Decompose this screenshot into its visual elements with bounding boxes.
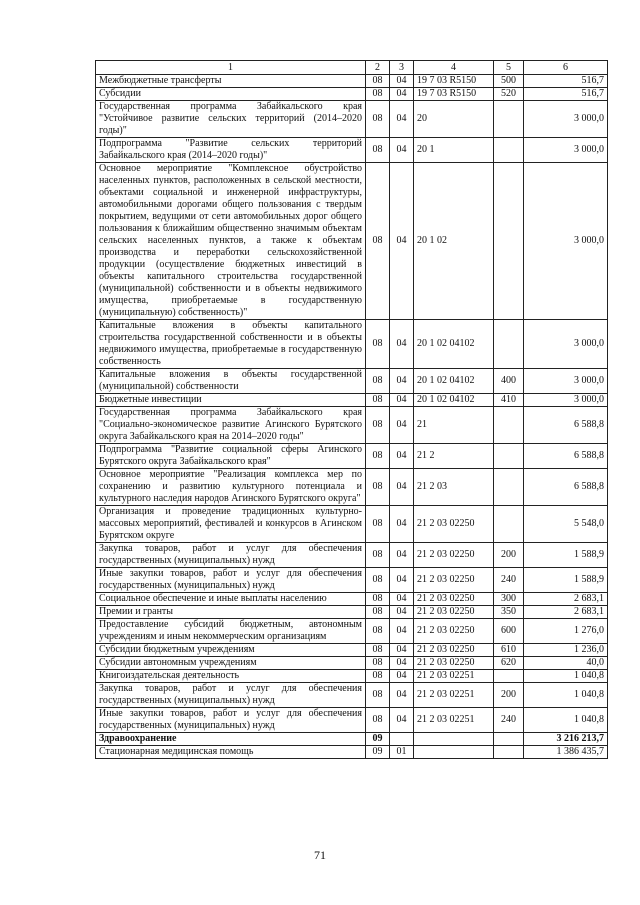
table-row — [96, 657, 608, 670]
target-article-cell: 21 2 03 02250 — [414, 644, 494, 657]
row-name-cell: Социальное обеспечение и иные выплаты населению — [96, 593, 366, 606]
expense-type-cell — [494, 469, 524, 506]
row-name-cell: Капитальные вложения в объекты государственной (муниципальной) собственности — [96, 369, 366, 394]
row-name-cell: Книгоиздательская деятельность — [96, 670, 366, 683]
target-article-cell: 21 2 03 02250 — [414, 543, 494, 568]
row-name-cell: Субсидии автономным учреждениям — [96, 657, 366, 670]
section-code-cell: 08 — [366, 138, 390, 163]
amount-cell: 6 588,8 — [524, 444, 608, 469]
target-article-cell: 19 7 03 R5150 — [414, 75, 494, 88]
row-name-cell: Предоставление субсидий бюджетным, автономным учреждениям и иным некоммерческим организациям — [96, 619, 366, 644]
target-article-cell: 20 1 02 04102 — [414, 320, 494, 369]
amount-cell: 3 000,0 — [524, 369, 608, 394]
section-code-cell: 08 — [366, 606, 390, 619]
table-row — [96, 568, 608, 593]
table-row — [96, 746, 608, 759]
section-code-cell: 08 — [366, 369, 390, 394]
section-code-cell: 08 — [366, 444, 390, 469]
section-code-cell: 08 — [366, 644, 390, 657]
row-name-cell: Закупка товаров, работ и услуг для обеспечения государственных (муниципальных) нужд — [96, 683, 366, 708]
table-row — [96, 670, 608, 683]
page-number: 71 — [314, 848, 326, 862]
table-row — [96, 733, 608, 746]
section-code-cell: 08 — [366, 683, 390, 708]
subsection-code-cell: 04 — [390, 657, 414, 670]
section-code-cell: 08 — [366, 593, 390, 606]
section-code-cell: 08 — [366, 75, 390, 88]
target-article-cell: 21 2 03 02250 — [414, 657, 494, 670]
subsection-code-cell: 04 — [390, 444, 414, 469]
expense-type-cell: 400 — [494, 369, 524, 394]
budget-table — [95, 60, 608, 759]
row-name-cell: Иные закупки товаров, работ и услуг для обеспечения государственных (муниципальных) нужд — [96, 568, 366, 593]
table-row — [96, 88, 608, 101]
row-name-cell: Иные закупки товаров, работ и услуг для обеспечения государственных (муниципальных) нужд — [96, 708, 366, 733]
table-row — [96, 683, 608, 708]
table-row — [96, 75, 608, 88]
table-row — [96, 506, 608, 543]
amount-cell: 2 683,1 — [524, 593, 608, 606]
table-row — [96, 407, 608, 444]
expense-type-cell: 410 — [494, 394, 524, 407]
amount-cell: 516,7 — [524, 75, 608, 88]
subsection-code-cell — [390, 733, 414, 746]
row-name-cell: Стационарная медицинская помощь — [96, 746, 366, 759]
header-cell-5: 5 — [494, 61, 524, 75]
amount-cell: 3 000,0 — [524, 320, 608, 369]
expense-type-cell: 600 — [494, 619, 524, 644]
subsection-code-cell: 04 — [390, 670, 414, 683]
subsection-code-cell: 04 — [390, 407, 414, 444]
target-article-cell: 21 2 03 02251 — [414, 670, 494, 683]
target-article-cell — [414, 746, 494, 759]
row-name-cell: Субсидии — [96, 88, 366, 101]
expense-type-cell — [494, 733, 524, 746]
section-code-cell: 08 — [366, 320, 390, 369]
row-name-cell: Подпрограмма "Развитие сельских территорий Забайкальского края (2014–2020 годы)" — [96, 138, 366, 163]
table-row — [96, 469, 608, 506]
section-code-cell: 09 — [366, 733, 390, 746]
table-row — [96, 644, 608, 657]
subsection-code-cell: 01 — [390, 746, 414, 759]
section-code-cell: 08 — [366, 407, 390, 444]
expense-type-cell — [494, 138, 524, 163]
row-name-cell: Подпрограмма "Развитие социальной сферы Агинского Бурятского округа Забайкальского края" — [96, 444, 366, 469]
table-row — [96, 444, 608, 469]
expense-type-cell — [494, 506, 524, 543]
subsection-code-cell: 04 — [390, 606, 414, 619]
section-code-cell: 08 — [366, 670, 390, 683]
section-code-cell: 09 — [366, 746, 390, 759]
subsection-code-cell: 04 — [390, 394, 414, 407]
table-row — [96, 320, 608, 369]
subsection-code-cell: 04 — [390, 369, 414, 394]
header-cell-4: 4 — [414, 61, 494, 75]
row-name-cell: Премии и гранты — [96, 606, 366, 619]
target-article-cell: 21 2 03 02250 — [414, 593, 494, 606]
target-article-cell: 21 2 03 02251 — [414, 683, 494, 708]
section-code-cell: 08 — [366, 657, 390, 670]
amount-cell: 5 548,0 — [524, 506, 608, 543]
section-code-cell: 08 — [366, 708, 390, 733]
expense-type-cell: 200 — [494, 543, 524, 568]
amount-cell: 6 588,8 — [524, 469, 608, 506]
subsection-code-cell: 04 — [390, 88, 414, 101]
subsection-code-cell: 04 — [390, 543, 414, 568]
expense-type-cell: 520 — [494, 88, 524, 101]
amount-cell: 3 000,0 — [524, 163, 608, 320]
expense-type-cell: 610 — [494, 644, 524, 657]
subsection-code-cell: 04 — [390, 101, 414, 138]
subsection-code-cell: 04 — [390, 568, 414, 593]
subsection-code-cell: 04 — [390, 75, 414, 88]
amount-cell: 1 386 435,7 — [524, 746, 608, 759]
table-row — [96, 619, 608, 644]
header-cell-1: 1 — [96, 61, 366, 75]
row-name-cell: Межбюджетные трансферты — [96, 75, 366, 88]
amount-cell: 1 040,8 — [524, 708, 608, 733]
amount-cell: 40,0 — [524, 657, 608, 670]
amount-cell: 3 000,0 — [524, 394, 608, 407]
row-name-cell: Основное мероприятие "Реализация комплекса мер по сохранению и развитию культурного потенциала и культурного наследия народов Агинского Бурятского округа" — [96, 469, 366, 506]
expense-type-cell: 240 — [494, 708, 524, 733]
row-name-cell: Бюджетные инвестиции — [96, 394, 366, 407]
section-code-cell: 08 — [366, 543, 390, 568]
target-article-cell: 20 1 02 04102 — [414, 369, 494, 394]
target-article-cell — [414, 733, 494, 746]
table-row — [96, 163, 608, 320]
target-article-cell: 20 — [414, 101, 494, 138]
section-code-cell: 08 — [366, 619, 390, 644]
target-article-cell: 20 1 02 — [414, 163, 494, 320]
expense-type-cell — [494, 320, 524, 369]
row-name-cell: Закупка товаров, работ и услуг для обеспечения государственных (муниципальных) нужд — [96, 543, 366, 568]
amount-cell: 1 588,9 — [524, 543, 608, 568]
row-name-cell: Организация и проведение традиционных культурно-массовых мероприятий, фестивалей и конкурсов в Агинском Бурятском округе — [96, 506, 366, 543]
section-code-cell: 08 — [366, 568, 390, 593]
row-name-cell: Государственная программа Забайкальского края "Социально-экономическое развитие Агинского Бурятского округа Забайкальского края на 2014–2020 годы" — [96, 407, 366, 444]
section-code-cell: 08 — [366, 469, 390, 506]
expense-type-cell — [494, 670, 524, 683]
subsection-code-cell: 04 — [390, 619, 414, 644]
expense-type-cell — [494, 101, 524, 138]
row-name-cell: Здравоохранение — [96, 733, 366, 746]
table-row — [96, 101, 608, 138]
amount-cell: 3 216 213,7 — [524, 733, 608, 746]
subsection-code-cell: 04 — [390, 506, 414, 543]
table-row — [96, 543, 608, 568]
target-article-cell: 21 2 03 02250 — [414, 568, 494, 593]
row-name-cell: Государственная программа Забайкальского края "Устойчивое развитие сельских территорий (2014–2020 годы)" — [96, 101, 366, 138]
amount-cell: 1 588,9 — [524, 568, 608, 593]
expense-type-cell: 300 — [494, 593, 524, 606]
subsection-code-cell: 04 — [390, 469, 414, 506]
amount-cell: 516,7 — [524, 88, 608, 101]
amount-cell: 6 588,8 — [524, 407, 608, 444]
table-row — [96, 369, 608, 394]
table-row — [96, 394, 608, 407]
target-article-cell: 19 7 03 R5150 — [414, 88, 494, 101]
subsection-code-cell: 04 — [390, 320, 414, 369]
subsection-code-cell: 04 — [390, 593, 414, 606]
header-cell-3: 3 — [390, 61, 414, 75]
expense-type-cell — [494, 746, 524, 759]
expense-type-cell: 500 — [494, 75, 524, 88]
target-article-cell: 21 2 03 02250 — [414, 506, 494, 543]
section-code-cell: 08 — [366, 101, 390, 138]
header-cell-2: 2 — [366, 61, 390, 75]
table-header-row — [96, 61, 608, 75]
section-code-cell: 08 — [366, 163, 390, 320]
expense-type-cell: 200 — [494, 683, 524, 708]
table-row — [96, 593, 608, 606]
target-article-cell: 20 1 — [414, 138, 494, 163]
table-row — [96, 606, 608, 619]
section-code-cell: 08 — [366, 88, 390, 101]
subsection-code-cell: 04 — [390, 163, 414, 320]
amount-cell: 1 236,0 — [524, 644, 608, 657]
expense-type-cell: 240 — [494, 568, 524, 593]
target-article-cell: 21 2 03 02251 — [414, 708, 494, 733]
target-article-cell: 20 1 02 04102 — [414, 394, 494, 407]
expense-type-cell: 620 — [494, 657, 524, 670]
target-article-cell: 21 2 03 02250 — [414, 619, 494, 644]
row-name-cell: Субсидии бюджетным учреждениям — [96, 644, 366, 657]
header-cell-6: 6 — [524, 61, 608, 75]
amount-cell: 1 040,8 — [524, 683, 608, 708]
amount-cell: 1 276,0 — [524, 619, 608, 644]
table-row — [96, 138, 608, 163]
target-article-cell: 21 2 — [414, 444, 494, 469]
target-article-cell: 21 2 03 — [414, 469, 494, 506]
amount-cell: 2 683,1 — [524, 606, 608, 619]
target-article-cell: 21 2 03 02250 — [414, 606, 494, 619]
table-row — [96, 708, 608, 733]
section-code-cell: 08 — [366, 394, 390, 407]
section-code-cell: 08 — [366, 506, 390, 543]
row-name-cell: Основное мероприятие "Комплексное обустройство населенных пунктов, расположенных в сельской местности, объектами социальной и инженерной инфраструктуры, автомобильными дорогами общего пользования с твердым покрытием, ведущими от сети автомобильных дорог общего пользования к ближайшим общественно значимым объектам сельских населенных пунктов, а также к объектам производства и переработки сельскохозяйственной продукции (осуществление бюджетных инвестиций в объекты капитального строительства государственной (муниципальной) собственности и в объекты недвижимого имущества, приобретаемые в государственную (муниципальную) собственность)" — [96, 163, 366, 320]
subsection-code-cell: 04 — [390, 708, 414, 733]
expense-type-cell — [494, 444, 524, 469]
subsection-code-cell: 04 — [390, 138, 414, 163]
amount-cell: 3 000,0 — [524, 101, 608, 138]
target-article-cell: 21 — [414, 407, 494, 444]
row-name-cell: Капитальные вложения в объекты капитального строительства государственной собственности и в объекты недвижимого имущества, приобретаемые в государственную собственность — [96, 320, 366, 369]
expense-type-cell — [494, 407, 524, 444]
expense-type-cell — [494, 163, 524, 320]
amount-cell: 3 000,0 — [524, 138, 608, 163]
amount-cell: 1 040,8 — [524, 670, 608, 683]
subsection-code-cell: 04 — [390, 683, 414, 708]
subsection-code-cell: 04 — [390, 644, 414, 657]
expense-type-cell: 350 — [494, 606, 524, 619]
